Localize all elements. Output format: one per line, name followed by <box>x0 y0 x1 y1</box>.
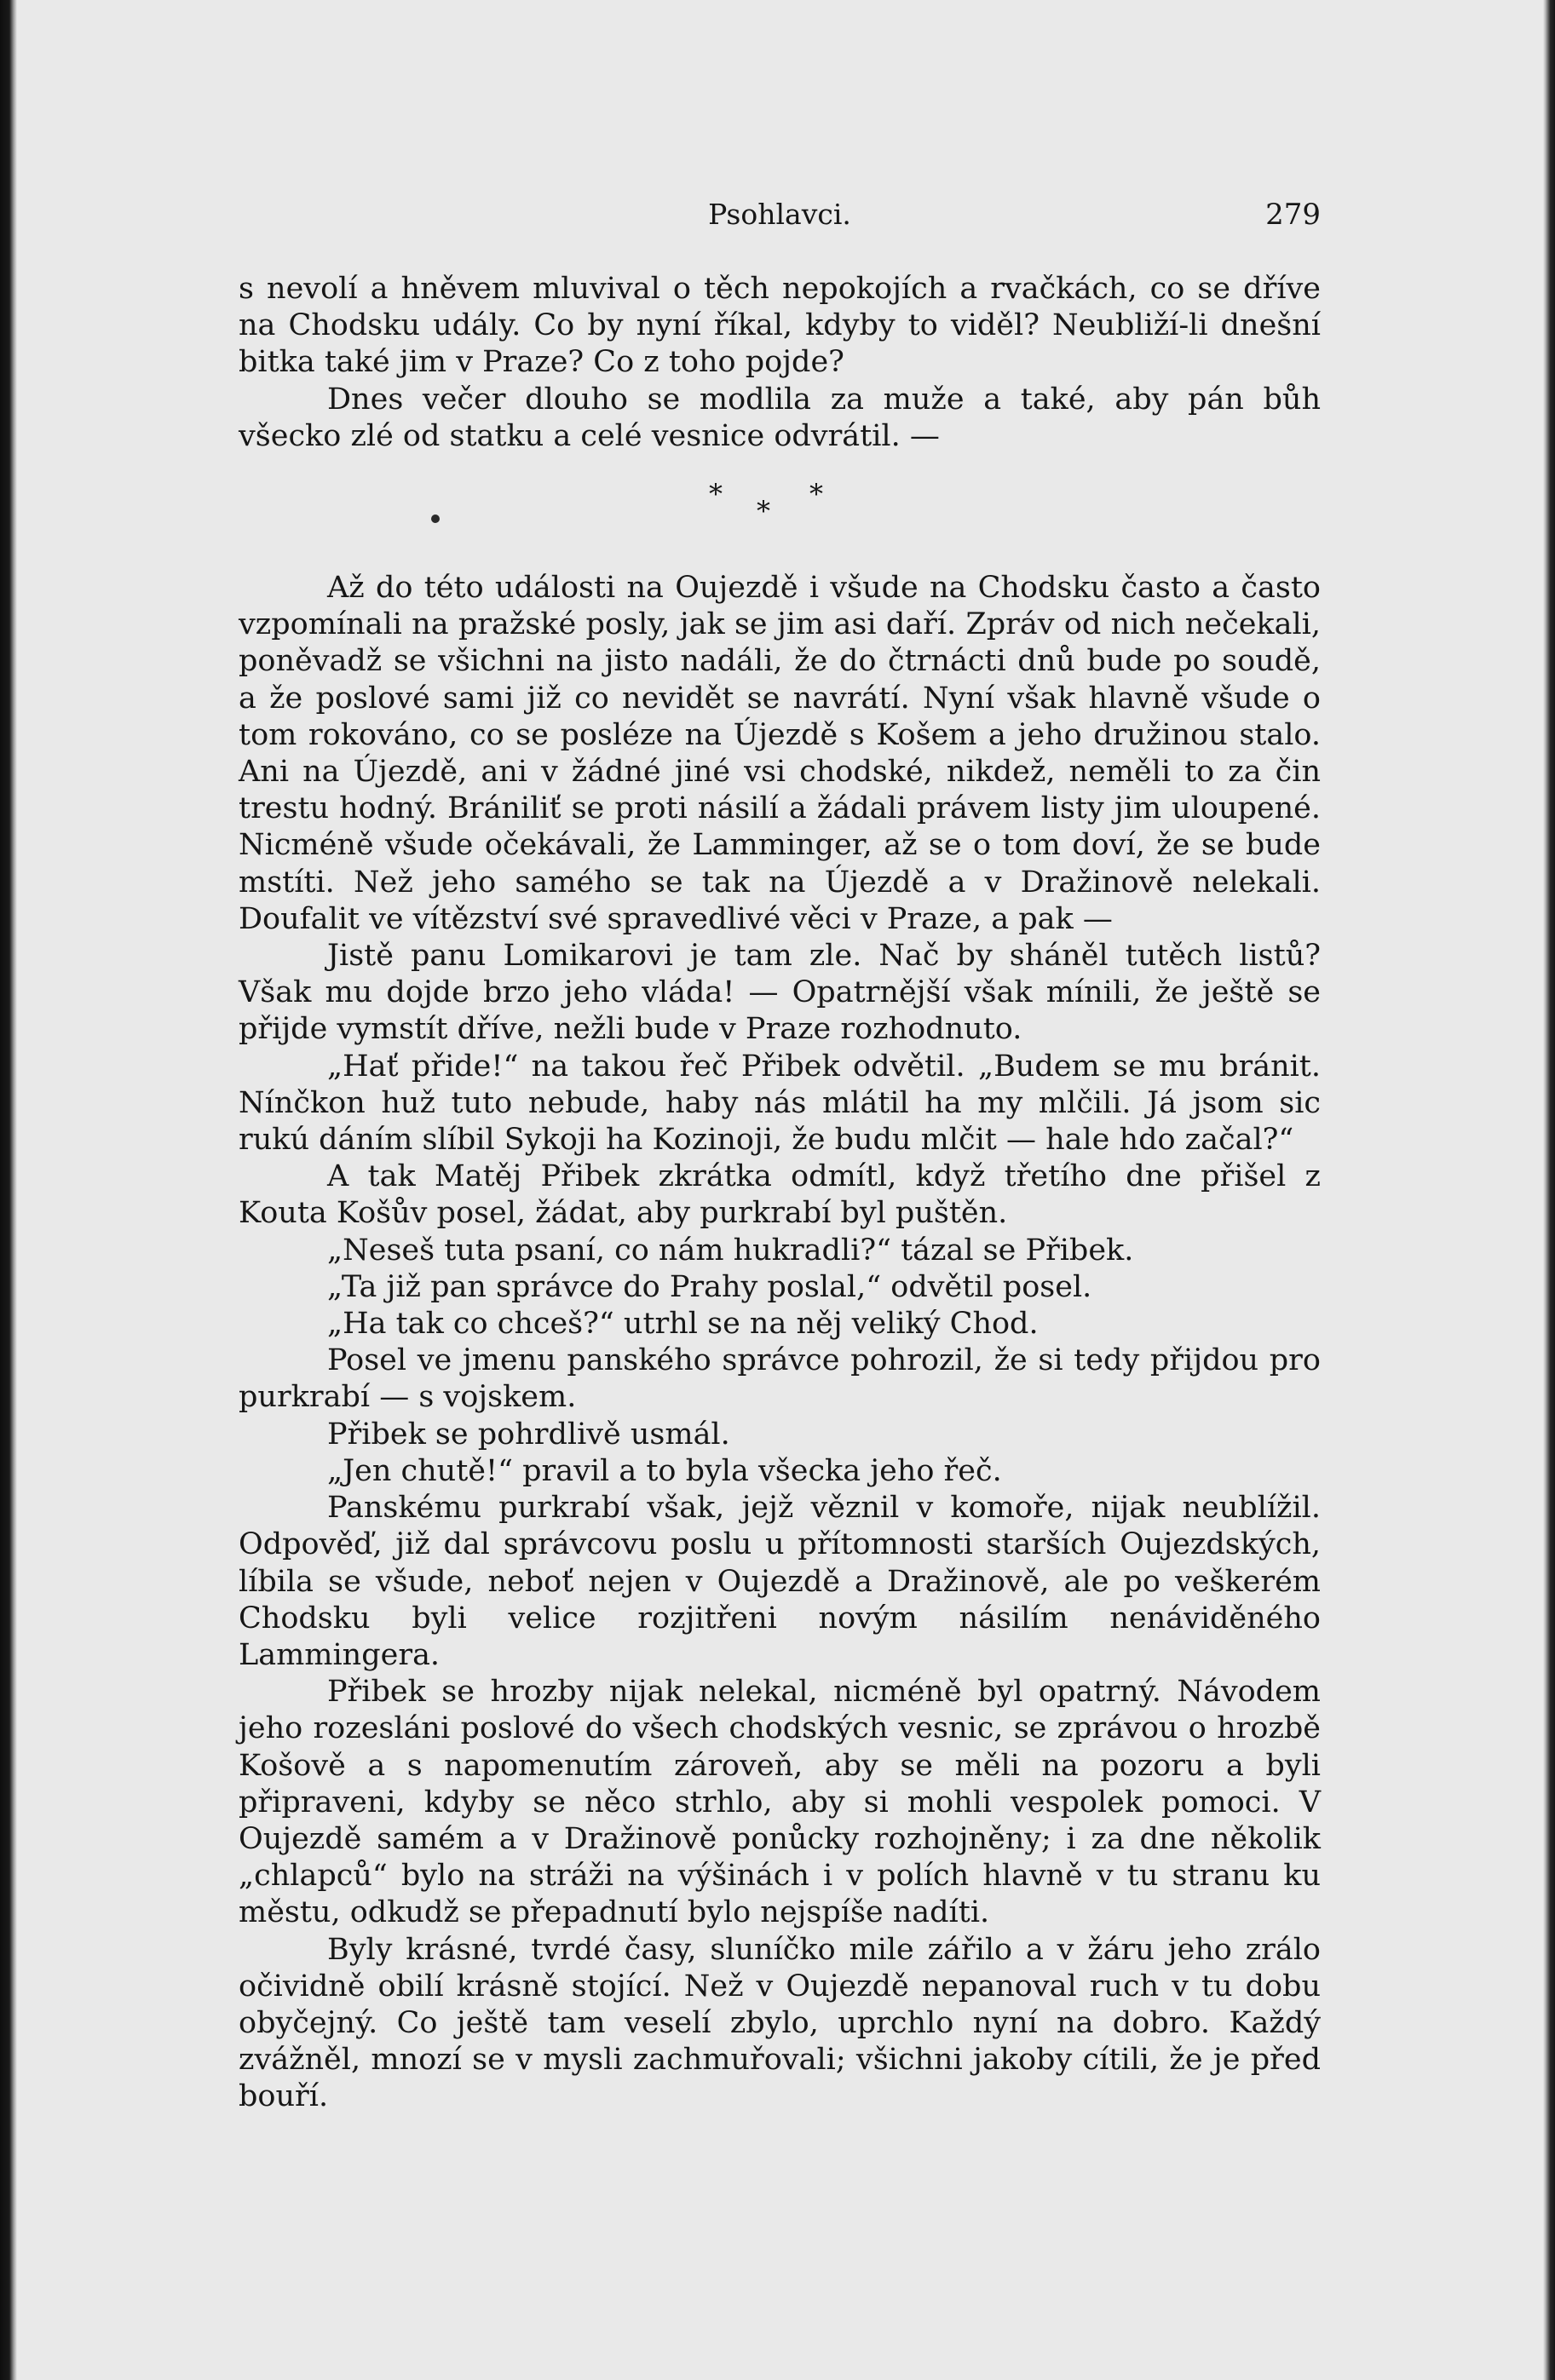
paragraph: Jistě panu Lomikarovi je tam zle. Nač by sháněl tutěch listů? Však mu dojde brzo jeho vláda! — Opatrnější však mínili, že ještě se přijde vymstít dříve, nežli bude v Praze rozhodnuto. <box>239 939 1321 1047</box>
asterisk: * <box>709 478 723 511</box>
paragraph: „Ha tak co chceš?“ utrhl se na něj veliký Chod. <box>327 1307 1039 1342</box>
paragraph: „Ta již pan správce do Prahy poslal,“ odvětil posel. <box>327 1269 1092 1304</box>
paragraph: A tak Matěj Přibek zkrátka odmítl, když třetího dne přišel z Kouta Košův posel, žádat, aby purkrabí byl puštěn. <box>239 1159 1321 1231</box>
paragraph: „Hať přide!“ na takou řeč Přibek odvětil. „Budem se mu bránit. Nínčkon huž tuto nebude, haby nás mlátil ha my mlčili. Já jsom sic rukú dáním slíbil Sykoji ha Kozinoji, že budu mlčit — hale hdo začal?“ <box>239 1049 1321 1158</box>
section-break <box>239 455 1321 570</box>
paragraph: Až do této události na Oujezdě i všude na Chodsku často a často vzpomínali na pražské posly, jak se jim asi daří. Zpráv od nich nečekali, poněvadž se všichni na jisto nadáli, že do čtrnácti dnů bude po soudě, a že poslové sami již co nevidět se navrátí. Nyní však hlavně všude o tom rokováno, co se posléze na Újezdě s Košem a jeho družinou stalo. Ani na Újezdě, ani v žádné jiné vsi chodské, nikdež, neměli to za čin trestu hodný. Brániliť se proti násilí a žádali právem listy jim uloupené. Nicméně všude očekávali, že Lamminger, až se o tom doví, že se bude mstíti. Než jeho samého se tak na Újezdě a v Dražinově nelekali. Doufalit ve vítězství své spravedlivé věci v Praze, a pak — <box>239 571 1321 936</box>
paragraph: „Jen chutě!“ pravil a to byla všecka jeho řeč. <box>327 1453 1002 1488</box>
asterisk: * <box>757 495 770 528</box>
page-number: 279 <box>1265 198 1321 232</box>
paragraph: s nevolí a hněvem mluvival o těch nepokojích a rvačkách, co se dříve na Chodsku udály. Co by nyní říkal, kdyby to viděl? Neubliží-li dnešní bitka také jim v Praze? Co z toho pojde? <box>239 272 1321 380</box>
scan-left-edge <box>0 0 17 2380</box>
paragraph: Panskému purkrabí však, jejž věznil v komoře, nijak neublížil. Odpověď, již dal správcovu poslu u přítomnosti starších Oujezdských, líbila se všude, neboť nejen v Oujezdě a Dražinově, ale po veškerém Chodsku byli velice rozjitřeni novým násilím nenáviděného Lammingera. <box>239 1491 1321 1672</box>
book-page <box>239 0 1321 2380</box>
paragraph: Posel ve jmenu panského správce pohrozil, že si tedy přijdou pro purkrabí — s vojskem. <box>239 1343 1321 1415</box>
body-text <box>239 271 1321 2116</box>
running-title: Psohlavci. <box>708 198 851 231</box>
paragraph: Dnes večer dlouho se modlila za muže a také, aby pán bůh všecko zlé od statku a celé vesnice odvrátil. — <box>239 382 1321 453</box>
scan-right-edge <box>1543 0 1555 2380</box>
paragraph: Přibek se pohrdlivě usmál. <box>327 1417 730 1452</box>
paragraph: Byly krásné, tvrdé časy, sluníčko mile zářilo a v žáru jeho zrálo očividně obilí krásně stojící. Než v Oujezdě nepanoval ruch v tu dobu obyčejný. Co ještě tam veselí zbylo, uprchlo nyní na dobro. Každý zvážněl, mnozí se v mysli zachmuřovali; všichni jakoby cítili, že je před bouří. <box>239 1932 1321 2114</box>
running-head <box>239 194 1321 235</box>
paragraph: „Neseš tuta psaní, co nám hukradli?“ tázal se Přibek. <box>327 1233 1134 1268</box>
paragraph: Přibek se hrozby nijak nelekal, nicméně byl opatrný. Návodem jeho rozesláni poslové do všech chodských vesnic, se zprávou o hrozbě Košově a s napomenutím zároveň, aby se měli na pozoru a byli připraveni, kdyby se něco strhlo, aby si mohli vespolek pomoci. V Oujezdě samém a v Dražinově ponůcky rozhojněny; i za dne několik „chlapců“ bylo na stráži na výšinách i v polích hlavně v tu stranu ku městu, odkudž se přepadnutí bylo nejspíše nadíti. <box>239 1675 1321 1930</box>
print-speck <box>431 515 440 523</box>
asterisk: * <box>809 478 823 511</box>
